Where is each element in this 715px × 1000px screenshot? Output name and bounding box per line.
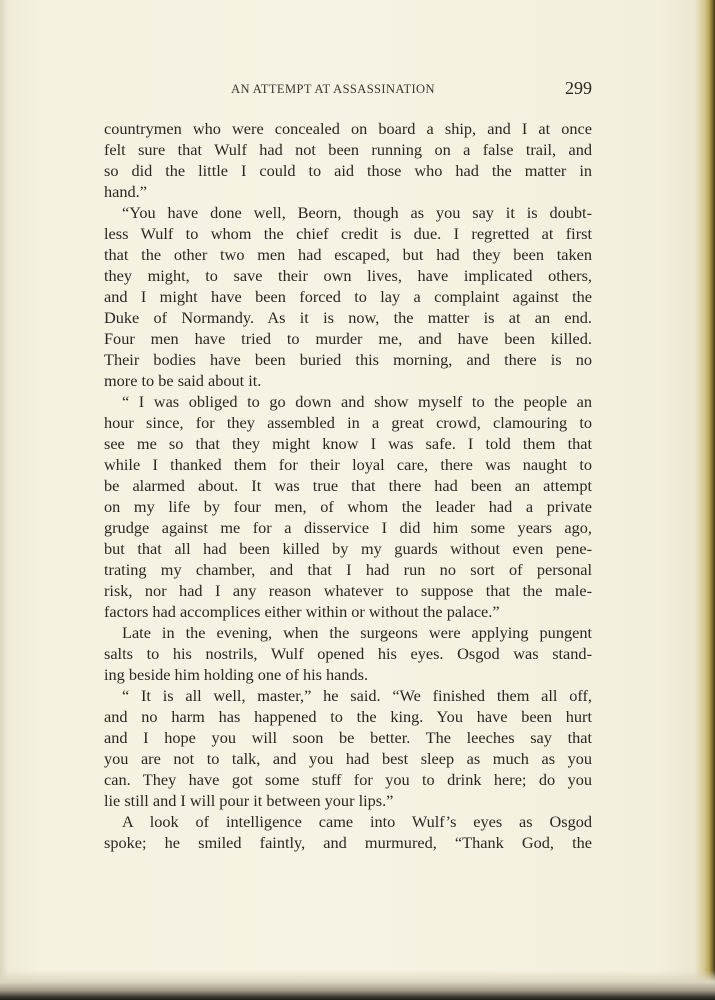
- text-line: A look of intelligence came into Wulf’s eyes as Osgod: [122, 812, 592, 831]
- text-line: can. They have got some stuff for you to drink here; do you: [104, 770, 592, 789]
- page-header: [104, 78, 592, 102]
- text-line: see me so that they might know I was safe. I told them that: [104, 434, 592, 453]
- text-line: trating my chamber, and that I had run no sort of personal: [104, 560, 592, 579]
- text-line: less Wulf to whom the chief credit is due. I regretted at first: [104, 224, 592, 243]
- page-gutter-shadow: [0, 0, 8, 1000]
- text-line: “ It is all well, master,” he said. “We finished them all off,: [122, 686, 592, 705]
- text-line: felt sure that Wulf had not been running on a false trail, and: [104, 140, 592, 159]
- text-line: and I might have been forced to lay a complaint against the: [104, 287, 592, 306]
- text-line: Four men have tried to murder me, and have been killed.: [104, 329, 592, 348]
- text-line: they might, to save their own lives, have implicated others,: [104, 266, 592, 285]
- text-line: salts to his nostrils, Wulf opened his eyes. Osgod was stand-: [104, 644, 592, 663]
- text-line: “You have done well, Beorn, though as you say it is doubt-: [122, 203, 592, 222]
- text-line: so did the little I could to aid those who had the matter in: [104, 161, 592, 180]
- text-line: while I thanked them for their loyal care, there was naught to: [104, 455, 592, 474]
- text-line: Their bodies have been buried this morning, and there is no: [104, 350, 592, 369]
- text-line: and no harm has happened to the king. You have been hurt: [104, 707, 592, 726]
- body-text: [104, 118, 592, 853]
- text-line: grudge against me for a disservice I did him some years ago,: [104, 518, 592, 537]
- text-line: Duke of Normandy. As it is now, the matter is at an end.: [104, 308, 592, 327]
- text-line: Late in the evening, when the surgeons were applying pungent: [122, 623, 592, 642]
- text-line: hour since, for they assembled in a great crowd, clamouring to: [104, 413, 592, 432]
- text-line: “ I was obliged to go down and show myself to the people an: [122, 392, 592, 411]
- text-line: factors had accomplices either within or without the palace.”: [104, 602, 500, 621]
- text-line: ing beside him holding one of his hands.: [104, 665, 369, 684]
- page-edge-bottom: [0, 970, 715, 1000]
- text-line: more to be said about it.: [104, 371, 262, 390]
- text-line: on my life by four men, of whom the leader had a private: [104, 497, 592, 516]
- text-line: and I hope you will soon be better. The leeches say that: [104, 728, 592, 747]
- text-line: be alarmed about. It was true that there had been an attempt: [104, 476, 592, 495]
- text-line: you are not to talk, and you had best sleep as much as you: [104, 749, 592, 768]
- text-line: countrymen who were concealed on board a ship, and I at once: [104, 119, 592, 138]
- text-line: but that all had been killed by my guards without even pene-: [104, 539, 592, 558]
- text-line: lie still and I will pour it between your lips.”: [104, 791, 394, 810]
- text-line: spoke; he smiled faintly, and murmured, “Thank God, the: [104, 833, 592, 852]
- text-line: that the other two men had escaped, but had they been taken: [104, 245, 592, 264]
- text-line: risk, nor had I any reason whatever to suppose that the male-: [104, 581, 592, 600]
- text-line: hand.”: [104, 182, 147, 201]
- page-number: 299: [565, 78, 592, 98]
- page-edge-right: [695, 0, 715, 1000]
- running-head: AN ATTEMPT AT ASSASSINATION: [231, 82, 435, 96]
